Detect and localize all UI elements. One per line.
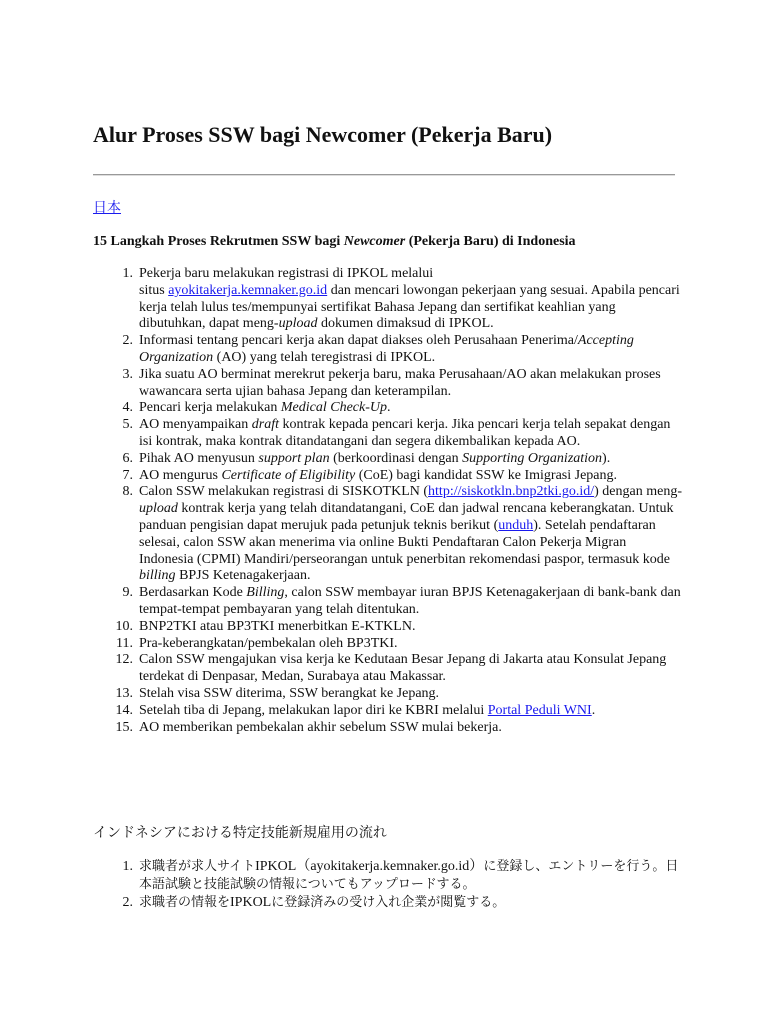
download-link[interactable]: unduh [498,517,534,533]
step-text: Pra-keberangkatan/pembekalan oleh BP3TKI. [139,635,398,651]
step-number: 7. [122,467,133,483]
step-text: , calon SSW membayar iuran BPJS Ketenagakerjaan di bank-bank dan tempat-tempat pembayaran yang telah ditentukan. [139,585,681,617]
list-item [93,703,683,720]
step-italic-text: Medical Check-Up [280,400,388,416]
list-item [93,652,683,686]
list-item [93,400,683,417]
step-text: Setelah tiba di Jepang, melakukan lapor diri ke KBRI melalui [139,702,488,718]
step-text: に登録済みの受け入れ企業が閲覧する。 [271,895,506,910]
list-item [93,858,683,894]
list-item [93,417,683,451]
step-text: Pekerja baru melakukan registrasi di IPKOL melalui [139,266,434,281]
step-number: 5. [122,417,133,433]
step-text: ) dengan meng- [594,484,682,500]
step-text: BPJS Ketenagakerjaan. [175,568,311,584]
step-italic-text: support plan [258,450,330,466]
step-italic-text: upload [139,501,178,517]
step-number: 1. [122,859,133,874]
heading-italic-text: Newcomer [343,234,406,249]
step-text: dan mencari lowongan pekerjaan yang sesuai. Apabila pencari kerja telah lulus tes/mempunyai sertifikat Bahasa Jepang dan sertifikat keahlian yang dibutuhkan, dapat meng- [139,282,680,332]
step-number: 15. [115,719,133,735]
step-italic-text: draft [251,417,279,433]
japanese-steps-list [93,858,683,912]
title-divider [93,174,675,176]
step-number: 9. [122,585,133,601]
step-number: 12. [115,652,133,668]
step-text: . [387,400,391,416]
step-text: Berdasarkan Kode [139,585,247,601]
step-text: AO menyampaikan [139,417,252,433]
list-item [93,636,683,653]
step-text: AO mengurus [139,467,222,483]
step-italic-text: Billing [246,585,285,601]
japanese-section-heading: インドネシアにおける特定技能新規雇用の流れ [93,825,387,841]
step-text: Calon SSW mengajukan visa kerja ke Kedutaan Besar Jepang di Jakarta atau Konsulat Jepang terdekat di Denpasar, Medan, Surabaya atau Makassar. [139,652,667,685]
section-heading [93,233,576,251]
list-item [93,367,683,401]
step-text: Calon SSW melakukan registrasi di SISKOTKLN ( [139,484,429,500]
step-text: IPKOL（ayokitakerja.kemnaker.go.id） [255,859,484,874]
step-text: Pencari kerja melakukan [139,400,281,416]
step-italic-text: upload [278,316,318,332]
step-text: 求職者の情報を [139,895,231,910]
step-italic-text: Supporting Organization [462,450,603,466]
siskotkln-link[interactable]: http://siskotkln.bnp2tki.go.id/ [428,484,595,500]
japanese-language-link[interactable]: 日本 [93,201,121,216]
step-text: ). Setelah pendaftaran selesai, calon SSW akan menerima via online Bukti Pendaftaran Calon Pekerja Migran Indonesia (CPMI) Mandiri/perseorangan untuk penerbitan rekomendasi paspor, termasuk kode [139,517,670,567]
step-italic-text: billing [139,568,176,584]
heading-text-end: (Pekerja Baru) di Indonesia [405,234,576,249]
list-item [93,585,683,619]
heading-text: 15 Langkah Proses Rekrutmen SSW bagi [93,234,344,249]
step-text: に登録し、エントリーを行う。日本語試験と技能試験の情報についてもアップロードする。 [139,859,679,892]
list-item [93,468,683,485]
step-number: 2. [122,895,133,910]
step-text: IPKOL [230,895,272,910]
step-number: 14. [115,702,133,718]
step-text: 求職者が求人サイト [139,859,256,874]
step-number: 8. [122,484,133,500]
step-text: (berkoordinasi dengan [329,450,463,466]
step-text: AO memberikan pembekalan akhir sebelum SSW mulai bekerja. [139,719,502,735]
process-steps-list [93,266,683,736]
list-item [93,266,683,333]
step-text: BNP2TKI atau BP3TKI menerbitkan E-KTKLN. [139,618,416,634]
step-number: 6. [122,450,133,466]
step-text: kontrak kepada pencari kerja. Jika pencari kerja telah sepakat dengan isi kontrak, maka kontrak ditandatangani dan segera dikembalikan kepada AO. [139,417,671,449]
list-item [93,720,683,737]
page-title: Alur Proses SSW bagi Newcomer (Pekerja Baru) [93,122,553,147]
step-number: 11. [116,635,133,651]
list-item [93,484,683,585]
step-text: (CoE) bagi kandidat SSW ke Imigrasi Jepang. [355,467,618,483]
list-item [93,451,683,468]
step-italic-text: Accepting Organization [139,333,634,365]
list-item [93,686,683,703]
step-text: Jika suatu AO berminat merekrut pekerja baru, maka Perusahaan/AO akan melakukan proses wawancara serta ujian bahasa Jepang dan keterampilan. [139,366,661,399]
step-text: dokumen dimaksud di IPKOL. [317,316,494,332]
step-number: 4. [122,400,133,416]
step-text: Stelah visa SSW diterima, SSW berangkat ke Jepang. [139,685,440,701]
list-item [93,333,683,367]
step-text: . [591,702,596,718]
step-number: 2. [122,333,133,349]
ayokitakerja-link[interactable]: ayokitakerja.kemnaker.go.id [168,282,328,298]
list-item [93,894,683,912]
step-number: 13. [115,685,133,701]
step-italic-text: Certificate of Eligibility [221,467,356,483]
step-text: Informasi tentang pencari kerja akan dapat diakses oleh Perusahaan Penerima/ [139,333,578,349]
step-number: 3. [122,366,133,382]
step-text: kontrak kerja yang telah ditandatangani, CoE dan jadwal rencana keberangkatan. Untuk panduan pengisian dapat merujuk pada petunjuk teknis berikut ( [139,501,674,533]
step-text: Pihak AO menyusun [139,450,259,466]
step-number: 10. [115,618,133,634]
step-number: 1. [122,266,133,281]
step-text: ). [602,450,611,466]
list-item [93,619,683,636]
step-text: situs [139,282,169,298]
step-text: (AO) yang telah teregistrasi di IPKOL. [213,349,436,365]
portal-peduli-wni-link[interactable]: Portal Peduli WNI [487,702,592,718]
